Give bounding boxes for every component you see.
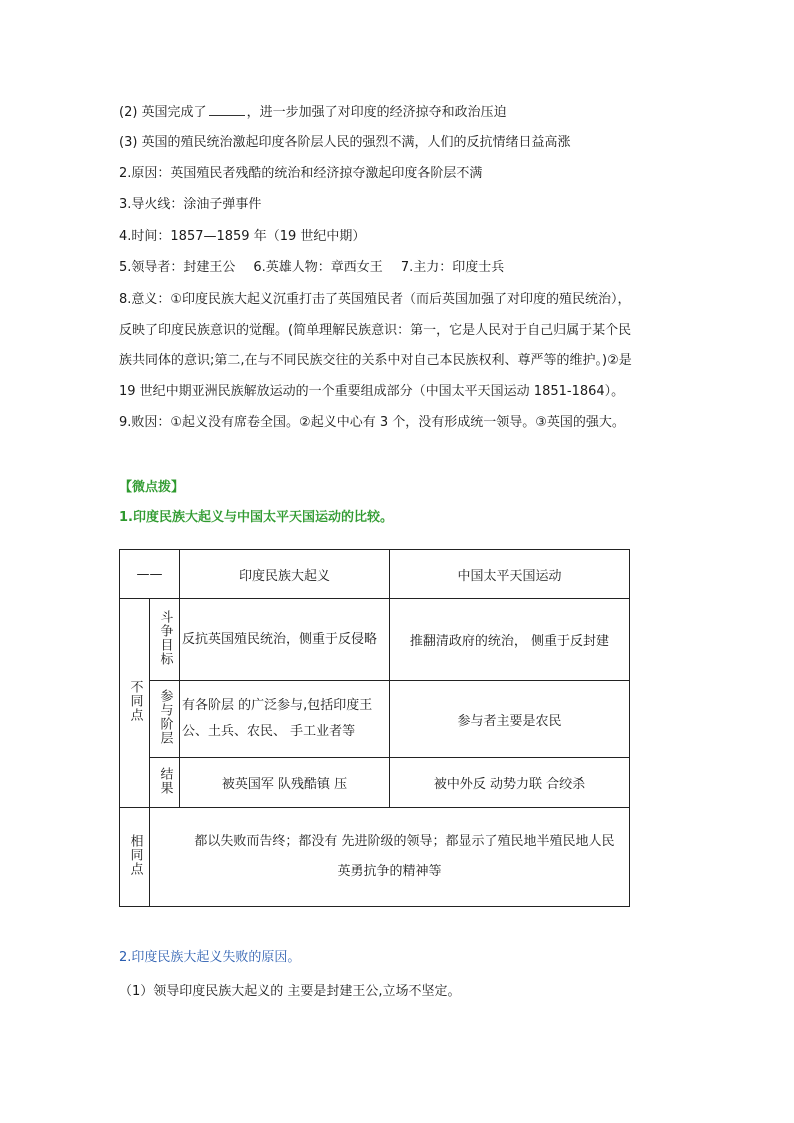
- section-tag: 【微点拨】: [119, 480, 185, 495]
- table-cell: 被中外反 动势力联 合绞杀: [390, 758, 630, 808]
- text-line: 反映了印度民族意识的觉醒。(简单理解民族意识：第一，它是人民对于自己归属于某个民: [119, 323, 632, 338]
- table-corner: ——: [120, 550, 180, 599]
- section-heading: 2.印度民族大起义失败的原因。: [119, 950, 301, 965]
- row-label: 结果: [150, 758, 180, 808]
- text-line: 2.原因：英国殖民者残酷的统治和经济掠夺激起印度各阶层不满: [119, 166, 483, 181]
- text-line: 3.导火线：涂油子弹事件: [119, 197, 262, 212]
- row-group-label: 不同点: [120, 599, 150, 808]
- text-line: 9.败因：①起义没有席卷全国。②起义中心有 3 个，没有形成统一领导。③英国的强大。: [119, 415, 625, 430]
- section-heading: 1.印度民族大起义与中国太平天国运动的比较。: [119, 510, 393, 525]
- text-segment: 5.领导者：封建王公: [119, 260, 236, 275]
- table-cell: [150, 808, 630, 907]
- row-group-label: 相同点: [120, 808, 150, 907]
- text-segment: 6.英雄人物：章西女王: [253, 260, 383, 275]
- same-text-line: 都以失败而告终；都没有 先进阶级的领导；都显示了殖民地半殖民地人民: [194, 834, 615, 849]
- text-line: [119, 102, 507, 123]
- comparison-table: [119, 549, 630, 907]
- row-label: 斗争目标: [150, 599, 180, 681]
- text-segment: ，进一步加强了对印度的经济掠夺和政治压迫: [246, 105, 507, 120]
- text-line: [119, 258, 504, 278]
- column-header-china: 中国太平天国运动: [390, 550, 630, 599]
- text-segment: (2) 英国完成了: [119, 105, 207, 120]
- text-line: （1）领导印度民族大起义的 主要是封建王公,立场不坚定。: [119, 984, 461, 999]
- text-line: 8.意义：①印度民族大起义沉重打击了英国殖民者（而后英国加强了对印度的殖民统治），: [119, 292, 631, 307]
- row-label: 参与阶层: [150, 681, 180, 758]
- table-cell: 参与者主要是农民: [390, 681, 630, 758]
- table-cell: 反抗英国殖民统治，侧重于反侵略: [180, 599, 390, 681]
- text-line: (3) 英国的殖民统治激起印度各阶层人民的强烈不满，人们的反抗情绪日益高涨: [119, 135, 571, 150]
- table-cell: 推翻清政府的统治， 侧重于反封建: [390, 599, 630, 681]
- text-line: 4.时间：1857—1859 年（19 世纪中期）: [119, 229, 366, 244]
- text-segment: 7.主力：印度士兵: [400, 260, 505, 275]
- text-line: 族共同体的意识;第二,在与不同民族交往的关系中对自己本民族权利、尊严等的维护。)②是: [119, 353, 632, 368]
- table-cell: 有各阶层 的广泛参与,包括印度王公、土兵、农民、 手工业者等: [180, 681, 390, 758]
- text-line: 19 世纪中期亚洲民族解放运动的一个重要组成部分（中国太平天国运动 1851-1864）。: [119, 384, 625, 399]
- same-text-line: 英勇抗争的精神等: [337, 864, 442, 879]
- column-header-india: 印度民族大起义: [180, 550, 390, 599]
- fill-blank: [209, 102, 245, 116]
- table-cell: 被英国军 队残酷镇 压: [180, 758, 390, 808]
